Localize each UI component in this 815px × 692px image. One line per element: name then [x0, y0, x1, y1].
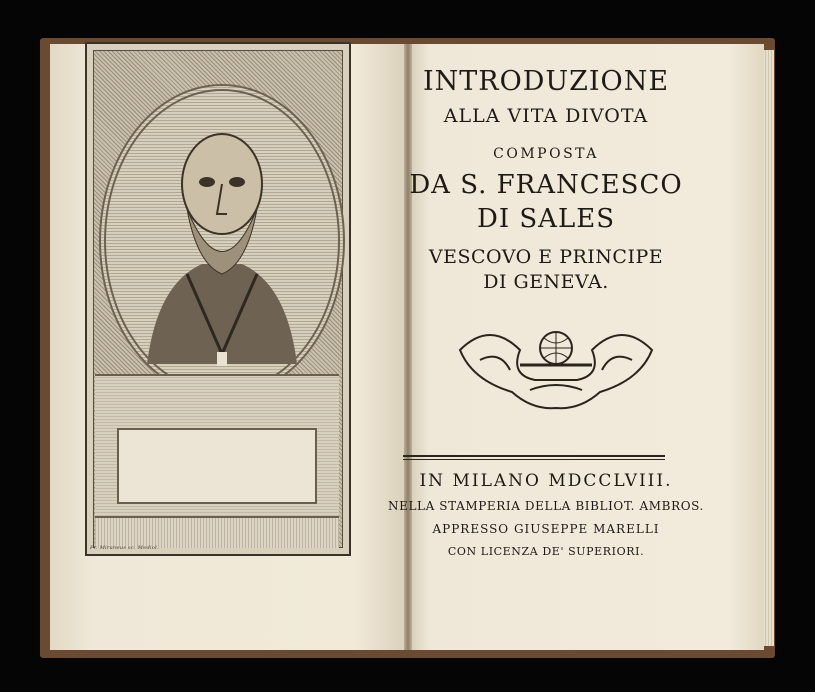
imprint-place-date: IN MILANO MDCCLVIII.: [419, 471, 673, 491]
horizontal-rule-thin: [403, 459, 665, 460]
pedestal-panel: [117, 428, 317, 504]
frontispiece-engraving: [85, 42, 351, 556]
imprint-printer: NELLA STAMPERIA DELLA BIBLIOT. AMBROS.: [388, 499, 704, 513]
author-title-line-1: VESCOVO E PRINCIPE: [428, 246, 664, 268]
imprint-publisher: APPRESSO GIUSEPPE MARELLI: [432, 522, 660, 536]
pedestal-base: [95, 516, 339, 548]
book-gutter: [404, 44, 412, 650]
author-title-line-2: DI GENEVA.: [483, 271, 609, 293]
imprint-license: CON LICENZA DE' SUPERIORI.: [447, 545, 645, 558]
bishop-portrait-image: [147, 104, 297, 374]
title-line-2: ALLA VITA DIVOTA: [443, 105, 649, 127]
engraved-pedestal: [95, 374, 339, 548]
author-line-1: DA S. FRANCESCO: [409, 170, 683, 200]
title-line-3: COMPOSTA: [493, 146, 599, 162]
engraver-credit: Fr. Miraneus sc. Mediol.: [90, 545, 159, 551]
horizontal-rule: [403, 455, 665, 457]
title-line-1: INTRODUZIONE: [422, 66, 670, 97]
author-line-2: DI SALES: [476, 204, 616, 234]
printer-ornament-vignette: [450, 320, 662, 410]
